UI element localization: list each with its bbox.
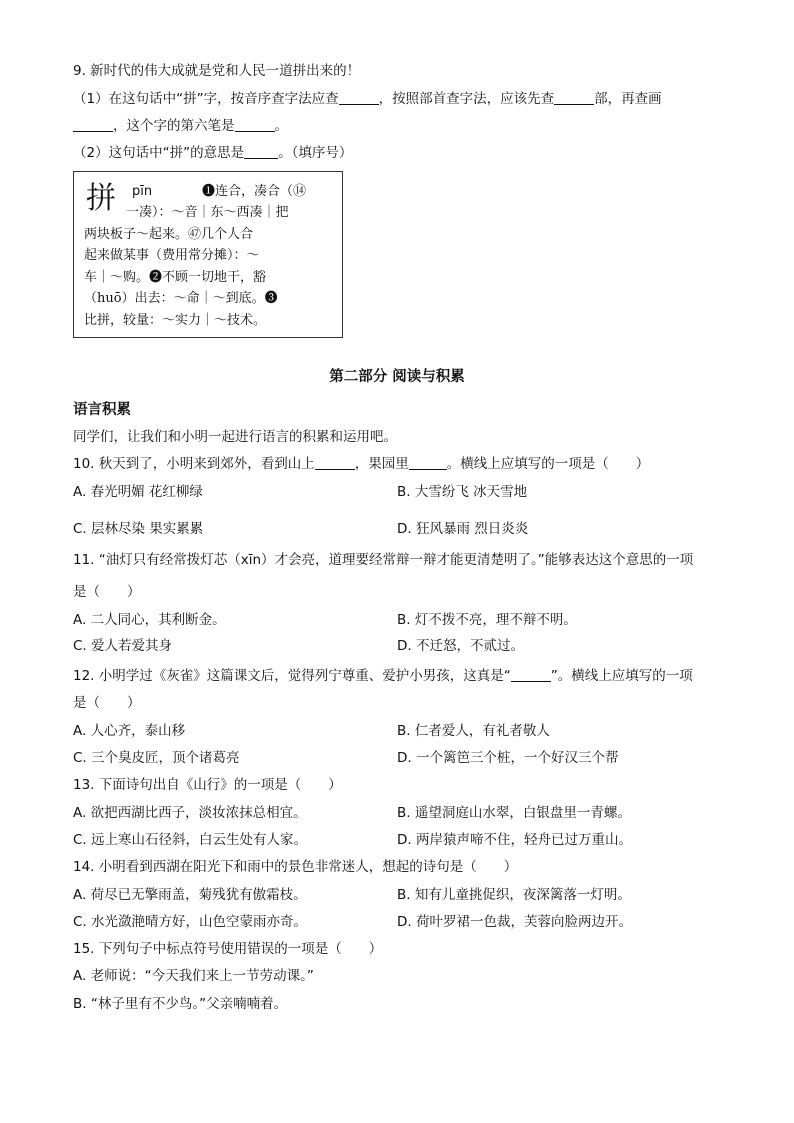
- answer-blank[interactable]: [315, 455, 355, 470]
- dictionary-line: 比拼，较量：～实力｜～技术。: [84, 313, 267, 328]
- q14-option-c[interactable]: C. 水光潋滟晴方好，山色空蒙雨亦奇。: [73, 914, 308, 930]
- q11-option-a[interactable]: A. 二人同心，其利断金。: [73, 612, 226, 628]
- q13-option-d[interactable]: D. 两岸猿声啼不住，轻舟已过万重山。: [397, 832, 632, 848]
- dictionary-line: 起来做某事（费用常分摊）：～: [84, 248, 260, 263]
- q14-stem: 14. 小明看到西湖在阳光下和雨中的景色非常迷人，想起的诗句是（ ）: [73, 859, 518, 875]
- q11-option-c[interactable]: C. 爱人若爱其身: [73, 638, 173, 654]
- q12-option-b[interactable]: B. 仁者爱人，有礼者敬人: [397, 723, 550, 739]
- q11-stem-line2: 是（ ）: [73, 584, 141, 600]
- answer-blank[interactable]: [339, 90, 379, 105]
- q9-part1-line2: ，这个字的第六笔是 。: [73, 117, 288, 135]
- answer-blank[interactable]: [244, 144, 278, 159]
- q14-option-a[interactable]: A. 荷尽已无擎雨盖，菊残犹有傲霜枝。: [73, 887, 307, 903]
- q14-option-b[interactable]: B. 知有儿童挑促织，夜深篱落一灯明。: [397, 887, 631, 903]
- section-title: 第二部分 阅读与积累: [329, 369, 465, 385]
- q10-option-d[interactable]: D. 狂风暴雨 烈日炎炎: [397, 521, 529, 537]
- dictionary-line: 车｜～购。❷不顾一切地干，豁: [84, 270, 267, 285]
- q13-option-b[interactable]: B. 遥望洞庭山水翠，白银盘里一青螺。: [397, 805, 631, 821]
- answer-blank[interactable]: [73, 117, 113, 132]
- q12-option-c[interactable]: C. 三个臭皮匠，顶个诸葛亮: [73, 750, 240, 766]
- q12-stem-line1: 12. 小明学过《灰雀》这篇课文后，觉得列宁尊重、爱护小男孩，这真是“ ”。横线上应填写的一项: [73, 668, 693, 684]
- dictionary-line: （huō）出去：～命｜～到底。❸: [84, 291, 278, 306]
- section-subtitle: 语言积累: [73, 402, 131, 418]
- dictionary-headword: 拼: [86, 181, 116, 216]
- q11-stem-line1: 11. “油灯只有经常拨灯芯（xīn）才会亮，道理要经常辩一辩才能更清楚明了。”能够表达这个意思的一项: [73, 552, 694, 568]
- q12-option-a[interactable]: A. 人心齐，泰山移: [73, 723, 186, 739]
- dictionary-entry-box: [73, 171, 343, 338]
- answer-blank[interactable]: [554, 90, 594, 105]
- q12-stem-line2: 是（ ）: [73, 695, 141, 711]
- dictionary-line: 一凑）：～音｜东～西凑｜把: [126, 205, 289, 220]
- q13-option-c[interactable]: C. 远上寒山石径斜，白云生处有人家。: [73, 832, 308, 848]
- q10-option-a[interactable]: A. 春光明媚 花红柳绿: [73, 484, 203, 500]
- q11-option-b[interactable]: B. 灯不拨不亮，理不辩不明。: [397, 612, 577, 628]
- q13-option-a[interactable]: A. 欲把西湖比西子，淡妆浓抹总相宜。: [73, 805, 307, 821]
- answer-blank[interactable]: [409, 455, 447, 470]
- q15-stem: 15. 下列句子中标点符号使用错误的一项是（ ）: [73, 941, 383, 957]
- q10-stem: 10. 秋天到了，小明来到郊外，看到山上 ，果园里 。横线上应填写的一项是（ ）: [73, 456, 650, 472]
- q9-stem: 9. 新时代的伟大成就是党和人民一道拼出来的！: [73, 63, 361, 79]
- q9-part2: （2）这句话中“拼”的意思是 。（填序号）: [73, 145, 353, 161]
- dictionary-line: 两块板子～起来。㊼几个人合: [84, 227, 254, 242]
- answer-blank[interactable]: [235, 117, 275, 132]
- q10-option-b[interactable]: B. 大雪纷飞 冰天雪地: [397, 484, 528, 500]
- dictionary-line: ❶连合，凑合（⑭: [202, 184, 307, 199]
- q10-option-c[interactable]: C. 层林尽染 果实累累: [73, 521, 204, 537]
- q15-option-b[interactable]: B. “林子里有不少鸟。”父亲喃喃着。: [73, 996, 288, 1012]
- q15-option-a[interactable]: A. 老师说：“今天我们来上一节劳动课。”: [73, 968, 314, 984]
- q14-option-d[interactable]: D. 荷叶罗裙一色裁，芙蓉向脸两边开。: [397, 914, 632, 930]
- q13-stem: 13. 下面诗句出自《山行》的一项是（ ）: [73, 777, 342, 793]
- q12-option-d[interactable]: D. 一个篱笆三个桩，一个好汉三个帮: [397, 750, 619, 766]
- answer-blank[interactable]: [511, 667, 551, 682]
- q11-option-d[interactable]: D. 不迁怒，不贰过。: [397, 638, 524, 654]
- dictionary-pinyin: pīn: [132, 184, 153, 199]
- q9-part1-line1: （1）在这句话中“拼”字，按音序查字法应查 ，按照部首查字法，应该先查 部，再查画: [73, 91, 662, 107]
- section-intro: 同学们，让我们和小明一起进行语言的积累和运用吧。: [73, 429, 397, 445]
